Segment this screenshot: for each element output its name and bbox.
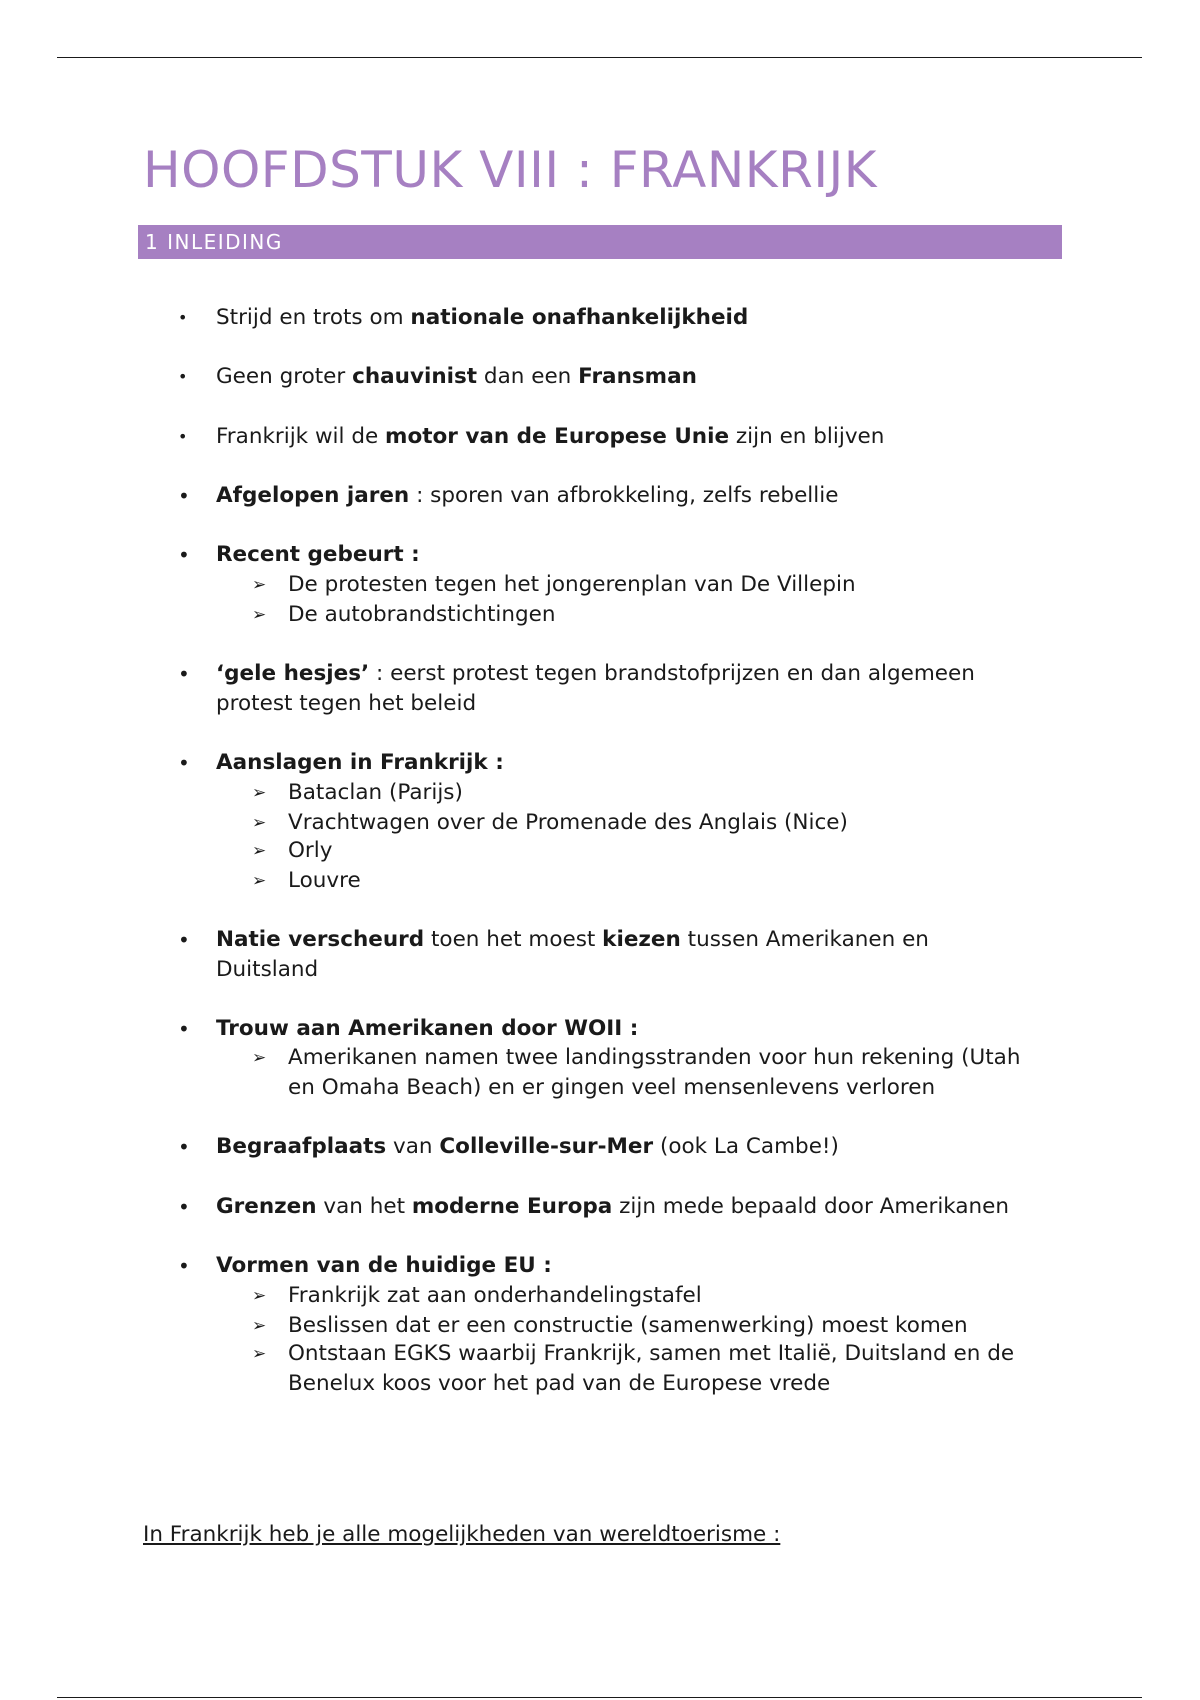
bullet-marker: • — [178, 484, 190, 508]
list-item — [216, 1014, 638, 1044]
bold-text: Aanslagen in Frankrijk : — [216, 750, 504, 775]
bold-text: Afgelopen jaren — [216, 483, 410, 508]
list-item — [216, 1251, 552, 1281]
bullet-marker: • — [178, 427, 188, 446]
list-item-continuation: protest tegen het beleid — [216, 691, 477, 716]
sub-bullet-arrow-icon: ➢ — [252, 783, 267, 803]
text-segment: dan een — [477, 364, 579, 389]
bullet-marker: • — [178, 308, 188, 327]
text-segment: tussen Amerikanen en — [680, 927, 929, 952]
list-item-continuation: Duitsland — [216, 957, 319, 982]
bold-text: kiezen — [602, 927, 681, 952]
text-segment: toen het moest — [424, 927, 603, 952]
bold-text: nationale onafhankelijkheid — [410, 305, 749, 330]
bullet-marker: • — [178, 751, 190, 775]
sub-list-item: Vrachtwagen over de Promenade des Anglais (Nice) — [288, 810, 848, 835]
text-segment: (ook La Cambe!) — [653, 1134, 839, 1159]
bold-text: Trouw aan Amerikanen door WOII : — [216, 1016, 639, 1041]
sub-list-item-continuation: Benelux koos voor het pad van de Europese vrede — [288, 1371, 831, 1396]
bullet-marker: • — [178, 662, 190, 686]
sub-list-item: Frankrijk zat aan onderhandelingstafel — [288, 1283, 702, 1308]
top-rule — [57, 57, 1142, 58]
bullet-marker: • — [178, 367, 188, 386]
sub-bullet-arrow-icon: ➢ — [252, 813, 267, 833]
list-item — [216, 481, 838, 511]
page-title: HOOFDSTUK VIII : FRANKRIJK — [143, 141, 878, 199]
text-segment: Frankrijk wil de — [216, 424, 386, 449]
list-item — [216, 303, 748, 333]
sub-bullet-arrow-icon: ➢ — [252, 841, 267, 861]
text-segment: : eerst protest tegen brandstofprijzen en dan algemeen — [369, 661, 975, 686]
bold-text: chauvinist — [352, 364, 478, 389]
bold-text: Natie verscheurd — [216, 927, 425, 952]
sub-bullet-arrow-icon: ➢ — [252, 871, 267, 891]
sub-bullet-arrow-icon: ➢ — [252, 1048, 267, 1068]
bullet-marker: • — [178, 1017, 190, 1041]
bold-text: Vormen van de huidige EU : — [216, 1253, 552, 1278]
bold-text: Fransman — [578, 364, 697, 389]
sub-list-item: Bataclan (Parijs) — [288, 780, 463, 805]
text-segment: zijn en blijven — [729, 424, 885, 449]
bold-text: ‘gele hesjes’ — [216, 661, 370, 686]
sub-list-item: Beslissen dat er een constructie (samenwerking) moest komen — [288, 1313, 968, 1338]
sub-list-item: De autobrandstichtingen — [288, 602, 556, 627]
list-item — [216, 362, 697, 392]
list-item — [216, 422, 884, 452]
list-item — [216, 540, 420, 570]
bullet-marker: • — [178, 1195, 190, 1219]
bottom-rule — [57, 1697, 1142, 1698]
sub-bullet-arrow-icon: ➢ — [252, 1316, 267, 1336]
text-segment: zijn mede bepaald door Amerikanen — [612, 1194, 1010, 1219]
bold-text: Colleville-sur-Mer — [439, 1134, 654, 1159]
text-segment: van — [386, 1134, 440, 1159]
text-segment: Strijd en trots om — [216, 305, 411, 330]
bold-text: motor van de Europese Unie — [385, 424, 730, 449]
text-segment: : sporen van afbrokkeling, zelfs rebellie — [409, 483, 839, 508]
sub-bullet-arrow-icon: ➢ — [252, 605, 267, 625]
sub-bullet-arrow-icon: ➢ — [252, 575, 267, 595]
list-item — [216, 659, 975, 689]
bullet-marker: • — [178, 928, 190, 952]
bold-text: Recent gebeurt : — [216, 542, 420, 567]
bold-text: moderne Europa — [411, 1194, 613, 1219]
sub-list-item: Louvre — [288, 868, 361, 893]
sub-list-item: Orly — [288, 838, 333, 863]
bullet-marker: • — [178, 543, 190, 567]
sub-list-item: De protesten tegen het jongerenplan van De Villepin — [288, 572, 856, 597]
text-segment: van het — [316, 1194, 412, 1219]
sub-list-item: Amerikanen namen twee landingsstranden voor hun rekening (Utah — [288, 1045, 1021, 1070]
bullet-marker: • — [178, 1135, 190, 1159]
text-segment: Geen groter — [216, 364, 353, 389]
list-item — [216, 748, 504, 778]
bold-text: Begraafplaats — [216, 1134, 387, 1159]
footer-text: In Frankrijk heb je alle mogelijkheden van wereldtoerisme : — [143, 1522, 781, 1547]
list-item — [216, 1132, 839, 1162]
bold-text: Grenzen — [216, 1194, 317, 1219]
sub-list-item-continuation: en Omaha Beach) en er gingen veel mensenlevens verloren — [288, 1075, 936, 1100]
sub-bullet-arrow-icon: ➢ — [252, 1286, 267, 1306]
sub-list-item: Ontstaan EGKS waarbij Frankrijk, samen met Italië, Duitsland en de — [288, 1341, 1015, 1366]
bullet-marker: • — [178, 1254, 190, 1278]
sub-bullet-arrow-icon: ➢ — [252, 1344, 267, 1364]
section-heading: 1 INLEIDING — [138, 225, 1062, 259]
list-item — [216, 1192, 1009, 1222]
list-item — [216, 925, 929, 955]
